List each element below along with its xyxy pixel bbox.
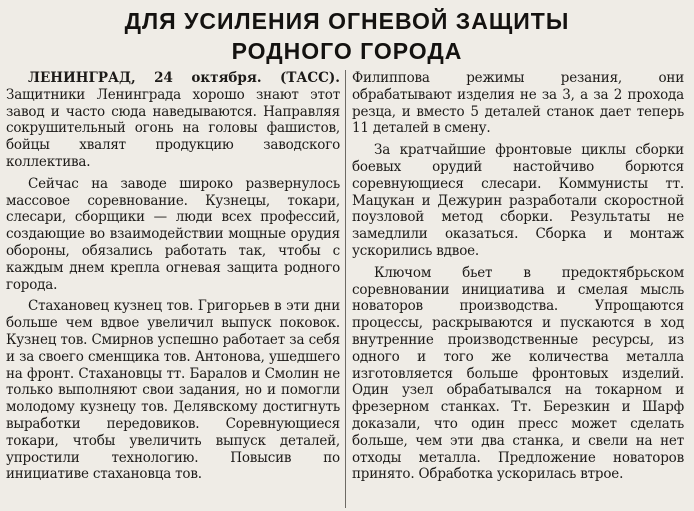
headline-line-1: ДЛЯ УСИЛЕНИЯ ОГНЕВОЙ ЗАЩИТЫ xyxy=(124,8,570,34)
paragraph: За кратчайшие фронтовые циклы сборки боевых орудий настойчиво борются соревнующиеся слесари. Коммунисты тт. Мацукан и Дежурин разработали скоростной поузловой метод сборки. Результаты не замедлили оказаться. Сборка и монтаж ускорились вдвое. xyxy=(352,142,684,259)
dateline: ЛЕНИНГРАД, 24 октября. (ТАСС). xyxy=(28,70,340,86)
paragraph-text: Защитники Ленинграда хорошо знают этот завод и часто сюда наведываются. Направляя сокрушительный огонь на головы фашистов, бойцы хвалят продукцию заводского коллектива. xyxy=(6,86,340,170)
paragraph: Стахановец кузнец тов. Григорьев в эти дни больше чем вдвое увеличил выпуск поковок. Кузнец тов. Смирнов успешно работает за себя и за своего сменщика тов. Антонова, ушедшего на фронт. Стахановцы тт. Баралов и Смолин не только выполняют свои задания, но и помогли молодому кузнецу тов. Делявскому достигнуть выработки передовиков. Соревнующиеся токари, чтобы увеличить выпуск деталей, упростили технологию. Повысив по инициативе стахановца тов. xyxy=(6,298,340,483)
column-divider xyxy=(345,70,346,508)
headline-line-2: РОДНОГО ГОРОДА xyxy=(231,38,463,64)
paragraph: Ключом бьет в предоктябрьском соревновании инициатива и смелая мысль новаторов производства. Упрощаются процессы, раскрываются и пускаются в ход внутренние производственные ресурсы, из одного и того же количества металла изготовляется больше фронтовых изделий. Один узел обрабатывался на токарном и фрезерном станках. Тт. Березкин и Шарф доказали, что один пресс может сделать больше, чем эти два станка, и свели на нет отходы металла. Предложение новаторов принято. Обработка ускорилась втрое. xyxy=(352,264,684,483)
paragraph: Филиппова режимы резания, они обрабатывают изделия не за 3, а за 2 прохода резца, и вместо 5 деталей станок дает теперь 11 деталей в смену. xyxy=(352,70,684,137)
paragraph xyxy=(6,70,340,171)
right-column xyxy=(352,70,684,488)
article-headline xyxy=(0,6,694,66)
left-column xyxy=(6,70,340,488)
paragraph: Сейчас на заводе широко развернулось массовое соревнование. Кузнецы, токари, слесари, сборщики — люди всех профессий, создающие во взаимодействии мощные орудия обороны, обязались работать так, чтобы с каждым днем крепла огневая защита родного города. xyxy=(6,175,340,293)
